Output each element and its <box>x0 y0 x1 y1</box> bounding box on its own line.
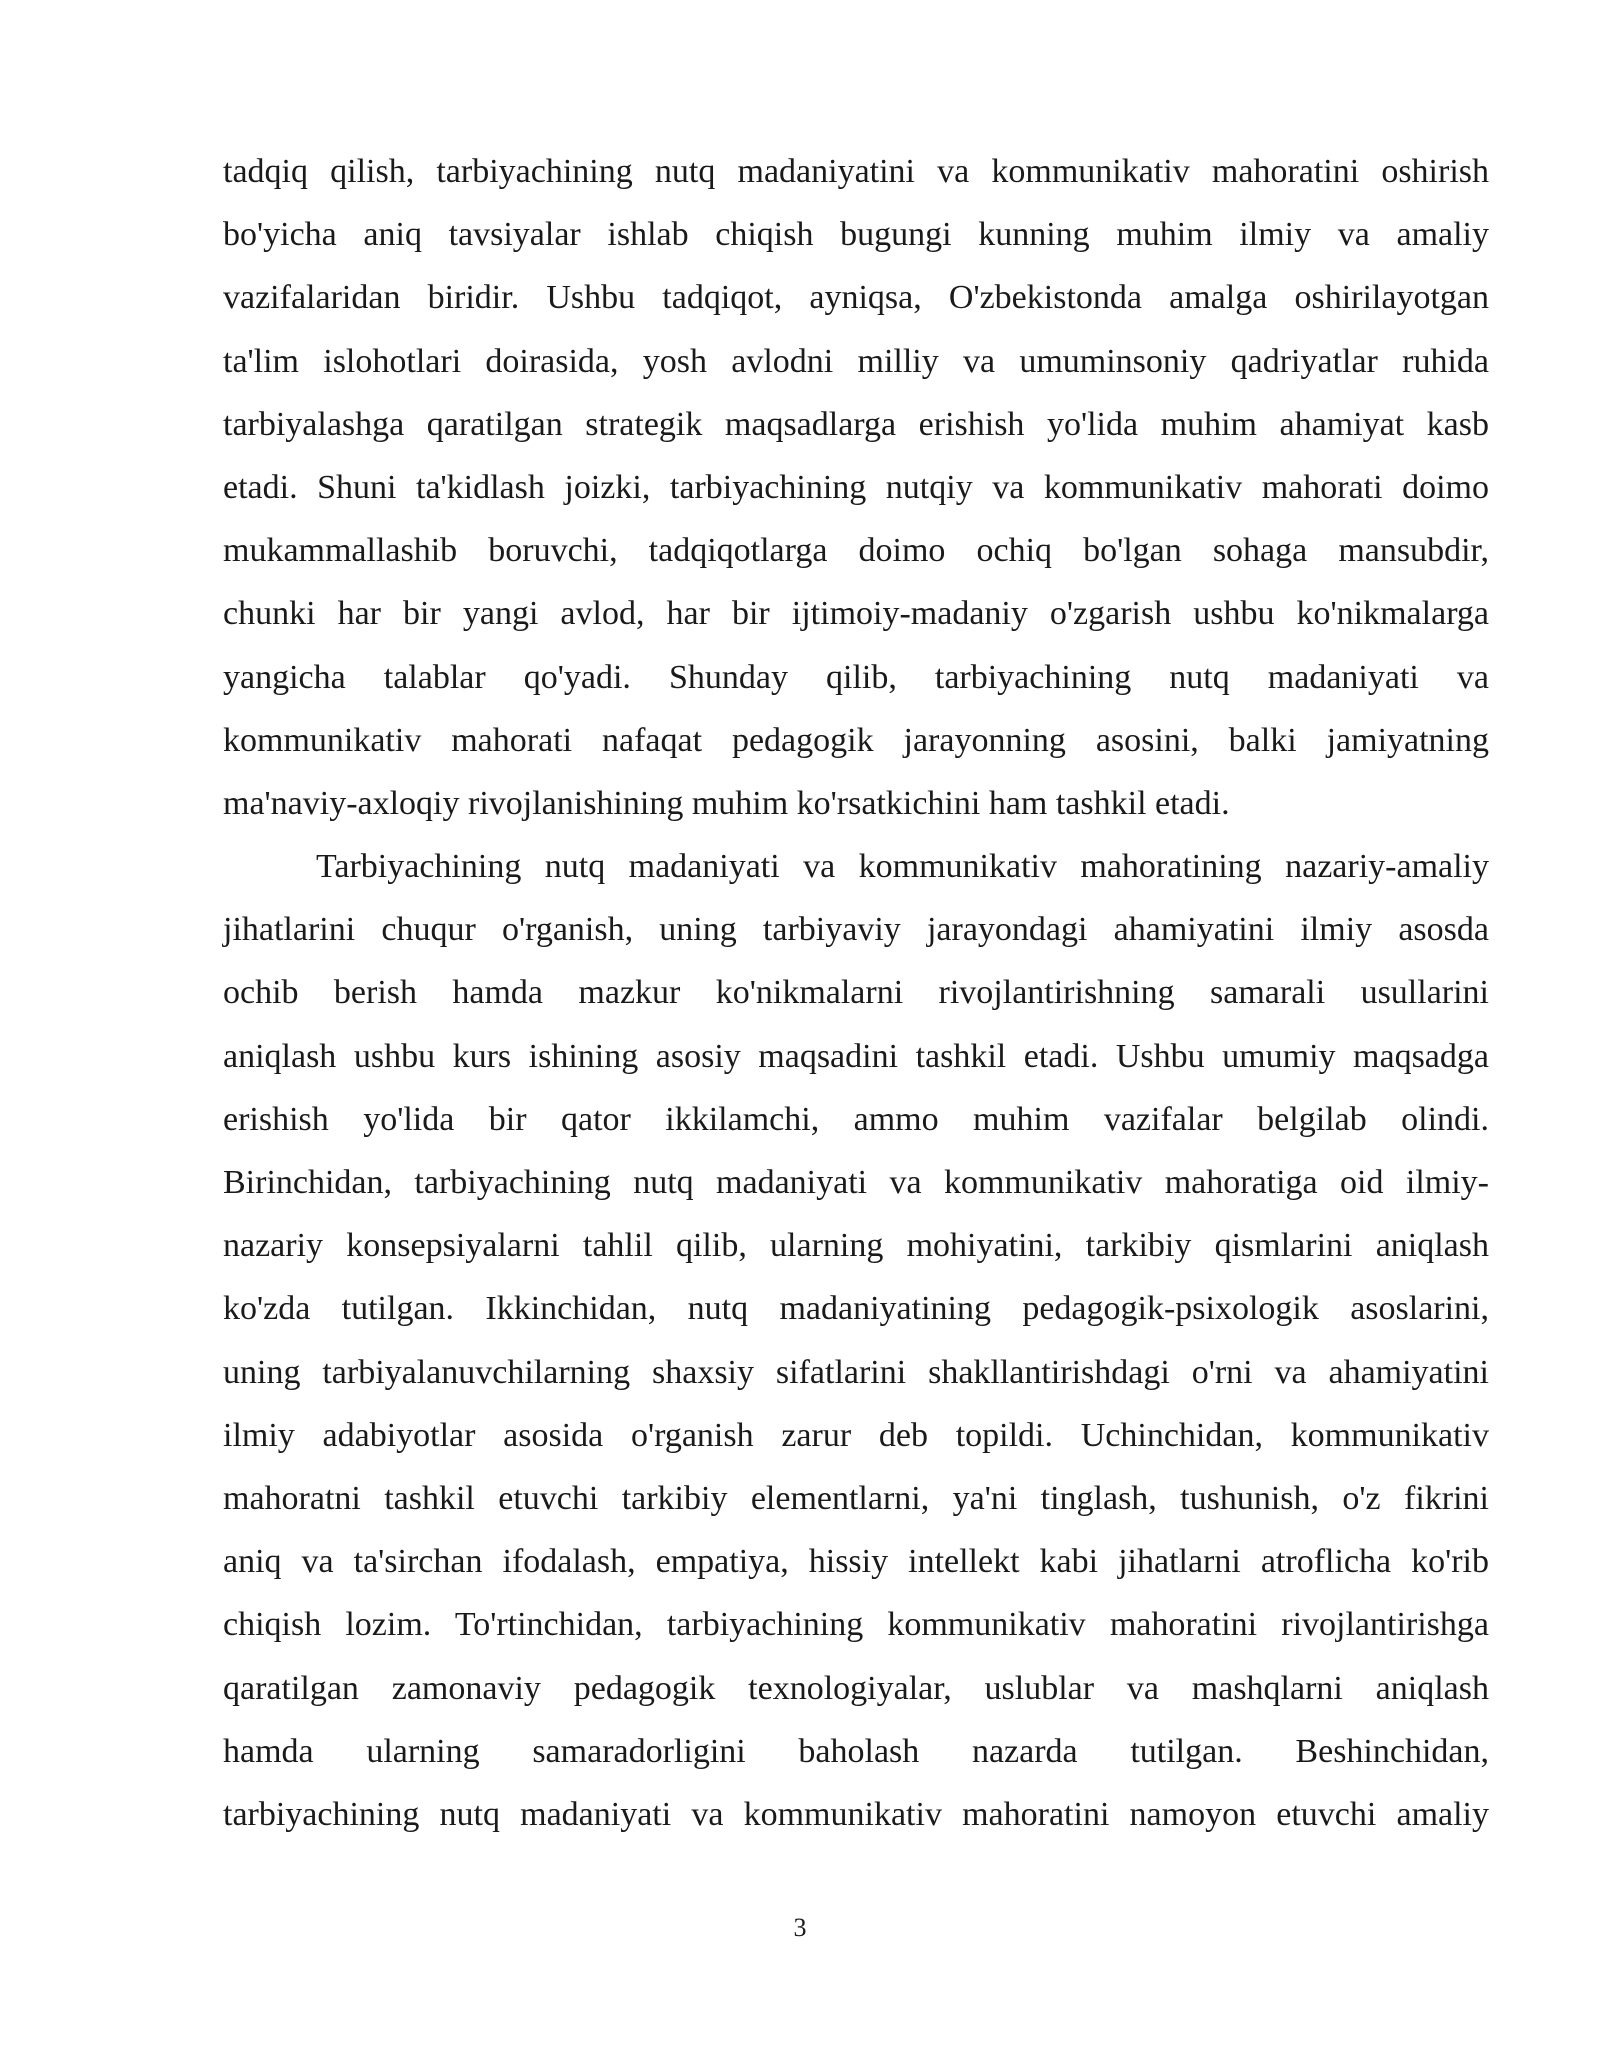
text-line: yangicha talablar qo'yadi. Shunday qilib, tarbiyachining nutq madaniyati va <box>223 658 1489 696</box>
text-line: etadi. Shuni ta'kidlash joizki, tarbiyachining nutqiy va kommunikativ mahorati doimo <box>223 468 1489 506</box>
text-line: ilmiy adabiyotlar asosida o'rganish zarur deb topildi. Uchinchidan, kommunikativ <box>223 1416 1489 1454</box>
text-line: uning tarbiyalanuvchilarning shaxsiy sifatlarini shakllantirishdagi o'rni va ahamiyatini <box>223 1353 1489 1391</box>
text-line: tadqiq qilish, tarbiyachining nutq madaniyatini va kommunikativ mahoratini oshirish <box>223 153 1489 190</box>
text-line: hamda ularning samaradorligini baholash nazarda tutilgan. Beshinchidan, <box>223 1732 1489 1770</box>
text-line: nazariy konsepsiyalarni tahlil qilib, ularning mohiyatini, tarkibiy qismlarini aniqlash <box>223 1227 1489 1265</box>
text-line: qaratilgan zamonaviy pedagogik texnologiyalar, uslublar va mashqlarni aniqlash <box>223 1669 1489 1707</box>
text-line: bo'yicha aniq tavsiyalar ishlab chiqish bugungi kunning muhim ilmiy va amaliy <box>223 216 1489 254</box>
text-line: ma'naviy-axloqiy rivojlanishining muhim ko'rsatkichini ham tashkil etadi. <box>223 784 1230 822</box>
body-text <box>223 140 1489 1846</box>
text-line: mahoratni tashkil etuvchi tarkibiy elementlarni, ya'ni tinglash, tushunish, o'z fikrini <box>223 1479 1489 1517</box>
text-line: aniq va ta'sirchan ifodalash, empatiya, hissiy intellekt kabi jihatlarni atroflicha ko'rib <box>223 1543 1489 1581</box>
text-line: Tarbiyachining nutq madaniyati va kommunikativ mahoratining nazariy-amaliy <box>316 848 1489 886</box>
text-line: ochib berish hamda mazkur ko'nikmalarni rivojlantirishning samarali usullarini <box>223 974 1489 1012</box>
paragraph <box>223 140 1489 835</box>
text-line: jihatlarini chuqur o'rganish, uning tarbiyaviy jarayondagi ahamiyatini ilmiy asosda <box>223 911 1489 949</box>
text-line: vazifalaridan biridir. Ushbu tadqiqot, ayniqsa, O'zbekistonda amalga oshirilayotgan <box>223 279 1489 317</box>
text-line: Birinchidan, tarbiyachining nutq madaniyati va kommunikativ mahoratiga oid ilmiy- <box>223 1164 1489 1201</box>
text-line: ta'lim islohotlari doirasida, yosh avlodni milliy va umuminsoniy qadriyatlar ruhida <box>223 342 1489 380</box>
text-line: aniqlash ushbu kurs ishining asosiy maqsadini tashkil etadi. Ushbu umumiy maqsadga <box>223 1037 1489 1075</box>
text-line: tarbiyalashga qaratilgan strategik maqsadlarga erishish yo'lida muhim ahamiyat kasb <box>223 405 1489 443</box>
text-line: kommunikativ mahorati nafaqat pedagogik jarayonning asosini, balki jamiyatning <box>223 721 1489 759</box>
text-line: mukammallashib boruvchi, tadqiqotlarga doimo ochiq bo'lgan sohaga mansubdir, <box>223 532 1489 570</box>
page-number: 3 <box>793 1913 807 1942</box>
paragraph <box>223 835 1489 1846</box>
text-line: chunki har bir yangi avlod, har bir ijtimoiy-madaniy o'zgarish ushbu ko'nikmalarga <box>223 595 1489 633</box>
text-line: ko'zda tutilgan. Ikkinchidan, nutq madaniyatining pedagogik-psixologik asoslarini, <box>223 1290 1489 1328</box>
text-line: erishish yo'lida bir qator ikkilamchi, ammo muhim vazifalar belgilab olindi. <box>223 1100 1489 1138</box>
text-line: chiqish lozim. To'rtinchidan, tarbiyachining kommunikativ mahoratini rivojlantirishga <box>223 1606 1489 1644</box>
text-line: tarbiyachining nutq madaniyati va kommunikativ mahoratini namoyon etuvchi amaliy <box>223 1795 1489 1833</box>
